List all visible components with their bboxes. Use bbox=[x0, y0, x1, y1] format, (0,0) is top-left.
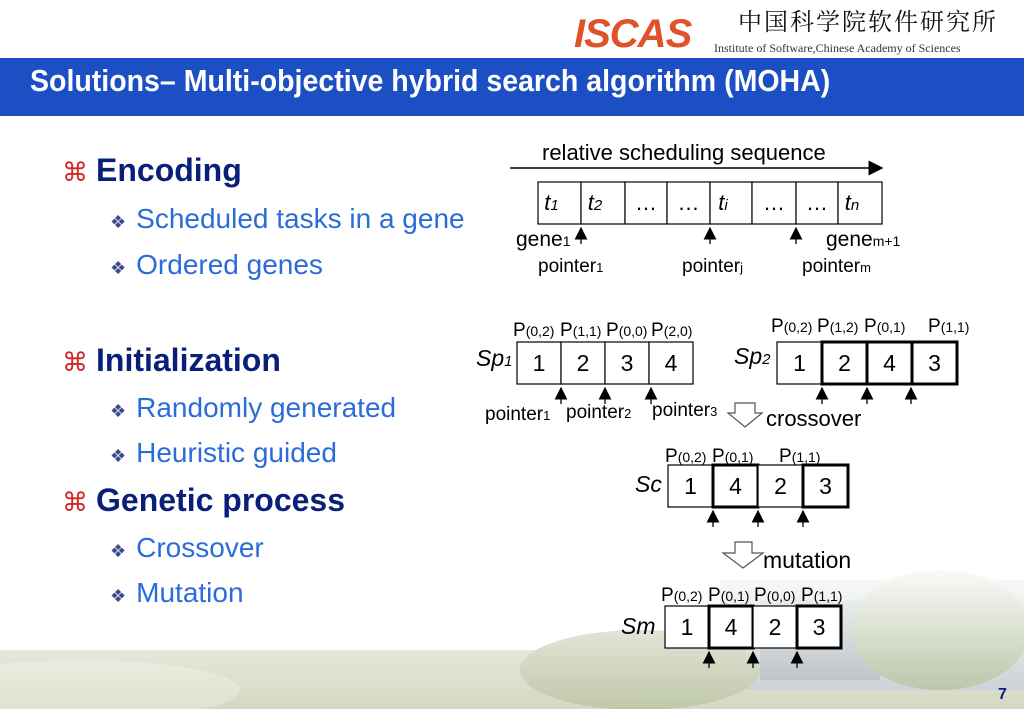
page-number: 7 bbox=[998, 686, 1007, 703]
sm-cell-value: 2 bbox=[768, 614, 782, 640]
sequence-cell bbox=[710, 182, 752, 224]
sequence-label: relative scheduling sequence bbox=[542, 140, 826, 165]
sp1-pointer-2: pointer2 bbox=[566, 402, 632, 423]
sc-p-label: P(0,2) bbox=[665, 446, 707, 467]
sc-cell-value: 2 bbox=[774, 473, 787, 499]
diamond-bullet-icon: ❖ bbox=[110, 586, 127, 606]
sp2-name: Sp2 bbox=[734, 343, 771, 369]
sm-p-label: P(0,1) bbox=[708, 585, 750, 606]
institute-name: Institute of Software,Chinese Academy of Sciences bbox=[714, 41, 961, 55]
sp2-p-label: P(1,1) bbox=[928, 316, 970, 337]
slide-title: Solutions– Multi-objective hybrid search algorithm (MOHA) bbox=[30, 63, 831, 98]
sm-p-label: P(0,0) bbox=[754, 585, 796, 606]
bullet-genetic-1: ❖ Crossover bbox=[110, 532, 264, 563]
pointer-label-j: pointerj bbox=[682, 256, 743, 277]
gene-label-2: genem+1 bbox=[826, 228, 901, 251]
bullet-init-1: ❖ Randomly generated bbox=[110, 392, 397, 423]
mutation-label: mutation bbox=[763, 547, 852, 573]
sequence-cell-label: … bbox=[677, 190, 700, 215]
command-bullet-icon: ⌘ bbox=[62, 157, 88, 187]
heading-genetic: ⌘ Genetic process bbox=[62, 482, 345, 518]
sp2-cell-value: 3 bbox=[928, 350, 941, 376]
sequence-cell-label: tn bbox=[844, 190, 860, 215]
sc-p-label: P(1,1) bbox=[779, 446, 821, 467]
diamond-bullet-icon: ❖ bbox=[110, 401, 127, 421]
sm-p-label: P(1,1) bbox=[801, 585, 843, 606]
diamond-bullet-icon: ❖ bbox=[110, 446, 127, 466]
sequence-cell-label: t1 bbox=[544, 190, 559, 215]
diamond-bullet-icon: ❖ bbox=[110, 258, 127, 278]
sp1-name: Sp1 bbox=[476, 345, 513, 371]
sc-cell-value: 3 bbox=[819, 473, 832, 499]
command-bullet-icon: ⌘ bbox=[62, 347, 88, 377]
sp1-p-label: P(0,0) bbox=[606, 320, 648, 341]
sp2-p-label: P(0,1) bbox=[864, 316, 906, 337]
sm-cell-value: 3 bbox=[812, 614, 826, 640]
pointer-label-1: pointer1 bbox=[538, 256, 604, 277]
sp1-p-label: P(1,1) bbox=[560, 320, 602, 341]
sp2-cell-value: 4 bbox=[883, 350, 896, 376]
sequence-cell-label: ti bbox=[718, 190, 728, 215]
sp1-cell-value: 3 bbox=[620, 350, 634, 376]
sp1-cell-value: 4 bbox=[664, 350, 678, 376]
sp1-pointer-1: pointer1 bbox=[485, 404, 551, 425]
sp1-pointer-3: pointer3 bbox=[652, 400, 718, 421]
logo-chinese-name: 中国科学院软件研究所 bbox=[738, 8, 998, 36]
sm-p-label: P(0,2) bbox=[661, 585, 703, 606]
sc-cell-value: 4 bbox=[729, 473, 742, 499]
sp1-p-label: P(0,2) bbox=[513, 320, 555, 341]
sm-cell-value: 1 bbox=[680, 614, 694, 640]
sequence-cell-label: … bbox=[763, 190, 785, 215]
mutation-arrow-icon bbox=[723, 542, 763, 568]
command-bullet-icon: ⌘ bbox=[62, 487, 88, 517]
crossover-label: crossover bbox=[766, 406, 862, 431]
bullet-encoding-2: ❖ Ordered genes bbox=[110, 249, 323, 280]
sm-name: Sm bbox=[621, 613, 656, 639]
diamond-bullet-icon: ❖ bbox=[110, 541, 127, 561]
sc-name: Sc bbox=[635, 471, 662, 497]
sp2-cell-value: 1 bbox=[793, 350, 806, 376]
heading-encoding: ⌘ Encoding bbox=[62, 152, 242, 188]
sequence-cell-label: … bbox=[806, 190, 828, 215]
bullet-init-2: ❖ Heuristic guided bbox=[110, 437, 337, 468]
sequence-cell-label: … bbox=[635, 190, 657, 215]
crossover-arrow-icon bbox=[728, 403, 762, 427]
sp1-cell-value: 2 bbox=[576, 350, 590, 376]
sc-p-label: P(0,1) bbox=[712, 446, 754, 467]
sequence-cell-label: t2 bbox=[587, 190, 603, 215]
bullet-genetic-2: ❖ Mutation bbox=[110, 577, 244, 608]
bullet-encoding-1: ❖ Scheduled tasks in a gene bbox=[110, 203, 465, 234]
sp1-cell-value: 1 bbox=[532, 350, 546, 376]
gene-label-1: gene1 bbox=[516, 228, 571, 251]
sp1-p-label: P(2,0) bbox=[651, 320, 693, 341]
diamond-bullet-icon: ❖ bbox=[110, 212, 127, 232]
sp2-p-label: P(0,2) bbox=[771, 316, 813, 337]
iscas-logo: ISCAS bbox=[574, 12, 692, 56]
sc-cell-value: 1 bbox=[684, 473, 697, 499]
sp2-cell-value: 2 bbox=[838, 350, 851, 376]
sp2-p-label: P(1,2) bbox=[817, 316, 859, 337]
heading-initialization: ⌘ Initialization bbox=[62, 342, 281, 378]
pointer-label-m: pointerm bbox=[802, 256, 871, 277]
sm-cell-value: 4 bbox=[724, 614, 738, 640]
